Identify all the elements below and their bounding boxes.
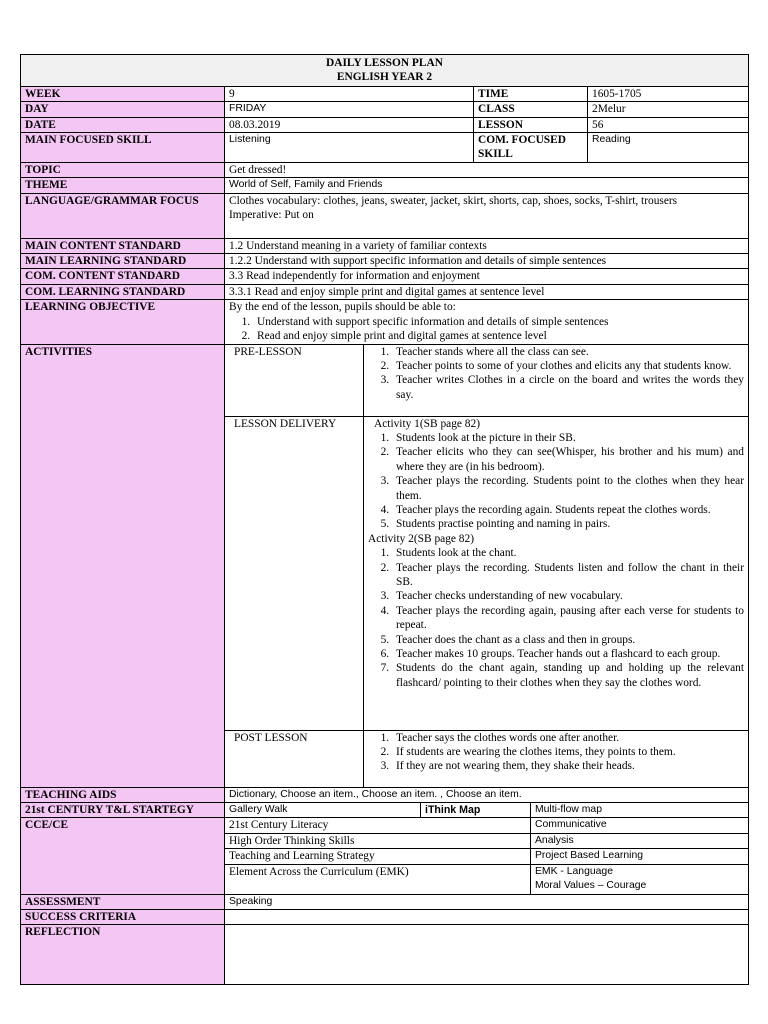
- aids-label: TEACHING AIDS: [21, 787, 225, 802]
- activity-2-step: 4. Teacher plays the recording again, pausing after each verse for students to repeat.: [392, 604, 744, 633]
- pre-lesson-step: 3. Teacher writes Clothes in a circle on the board and writes the words they say.: [392, 373, 744, 402]
- success-label: SUCCESS CRITERIA: [21, 909, 225, 924]
- language-value: [225, 193, 749, 238]
- theme-label: THEME: [21, 178, 225, 193]
- post-lesson-step: 2. If students are wearing the clothes items, they points to them.: [392, 745, 744, 759]
- topic-value: Get dressed!: [225, 162, 749, 177]
- cce-value: Communicative: [531, 818, 749, 833]
- century-strategy: Gallery Walk: [225, 802, 421, 817]
- com-skill-value: Reading: [588, 133, 749, 163]
- pre-lesson-steps: [364, 344, 749, 416]
- date-value: 08.03.2019: [225, 117, 474, 132]
- pre-lesson-step: 2. Teacher points to some of your clothes and elicits any that students know.: [392, 359, 744, 373]
- assessment-label: ASSESSMENT: [21, 894, 225, 909]
- com-content-label: COM. CONTENT STANDARD: [21, 269, 225, 284]
- lesson-delivery-label: LESSON DELIVERY: [225, 416, 364, 730]
- activity-2-title: Activity 2(SB page 82): [368, 532, 474, 545]
- pre-lesson-list: [368, 345, 744, 403]
- objective-list: [229, 315, 744, 344]
- lesson-value: 56: [588, 117, 749, 132]
- activity-1-step: 1. Students look at the picture in their SB.: [392, 431, 744, 445]
- language-imperative: Imperative: Put on: [229, 209, 314, 222]
- reflection-label: REFLECTION: [21, 925, 225, 985]
- activity-2-step: 3. Teacher checks understanding of new vocabulary.: [392, 589, 744, 603]
- activities-label: ACTIVITIES: [21, 344, 225, 787]
- cce-value: Analysis: [531, 833, 749, 848]
- date-label: DATE: [21, 117, 225, 132]
- day-value: FRIDAY: [225, 102, 474, 117]
- post-lesson-steps: [364, 730, 749, 787]
- main-learning-value: 1.2.2 Understand with support specific information and details of simple sentences: [225, 254, 749, 269]
- lesson-label: LESSON: [474, 117, 588, 132]
- com-skill-label: COM. FOCUSED SKILL: [474, 133, 588, 163]
- objective-item: 1. Understand with support specific information and details of simple sentences: [253, 315, 744, 329]
- assessment-value: Speaking: [225, 894, 749, 909]
- com-learning-value: 3.3.1 Read and enjoy simple print and digital games at sentence level: [225, 284, 749, 299]
- activity-1-step: 5. Students practise pointing and naming in pairs.: [392, 517, 744, 531]
- time-value: 1605-1705: [588, 86, 749, 101]
- cce-item: High Order Thinking Skills: [225, 833, 531, 848]
- success-value: [225, 909, 749, 924]
- week-value: 9: [225, 86, 474, 101]
- time-label: TIME: [474, 86, 588, 101]
- title-line-2: ENGLISH YEAR 2: [336, 71, 433, 84]
- cce-label: CCE/CE: [21, 818, 225, 894]
- language-label: LANGUAGE/GRAMMAR FOCUS: [21, 193, 225, 238]
- com-learning-label: COM. LEARNING STANDARD: [21, 284, 225, 299]
- pre-lesson-step: 1. Teacher stands where all the class can see.: [392, 345, 744, 359]
- day-label: DAY: [21, 102, 225, 117]
- language-vocabulary: Clothes vocabulary: clothes, jeans, sweater, jacket, skirt, shorts, cap, shoes, socks, T-shirt, trousers: [229, 194, 678, 207]
- activity-1-step: 3. Teacher plays the recording. Students point to the clothes when they hear them.: [392, 474, 744, 503]
- moral-values: Moral Values – Courage: [535, 879, 647, 891]
- cce-value: [531, 864, 749, 894]
- activity-1-title: Activity 1(SB page 82): [374, 417, 480, 430]
- ithink-label: iThink Map: [421, 802, 531, 817]
- objective-label: LEARNING OBJECTIVE: [21, 300, 225, 344]
- activity-1-step: 4. Teacher plays the recording again. Students repeat the clothes words.: [392, 503, 744, 517]
- class-label: CLASS: [474, 102, 588, 117]
- activity-2-step: 6. Teacher makes 10 groups. Teacher hands out a flashcard to each group.: [392, 647, 744, 661]
- reflection-value: [225, 925, 749, 985]
- post-lesson-list: [368, 731, 744, 774]
- cce-item: Teaching and Learning Strategy: [225, 849, 531, 864]
- main-content-label: MAIN CONTENT STANDARD: [21, 238, 225, 253]
- cce-item: Element Across the Curriculum (EMK): [225, 864, 531, 894]
- plan-title: [21, 55, 749, 87]
- com-content-value: 3.3 Read independently for information and enjoyment: [225, 269, 749, 284]
- objective-value: [225, 300, 749, 344]
- post-lesson-label: POST LESSON: [225, 730, 364, 787]
- main-skill-label: MAIN FOCUSED SKILL: [21, 133, 225, 163]
- activity-1-list: [368, 431, 744, 532]
- activity-1-step: 2. Teacher elicits who they can see(Whisper, his brother and his mum) and where they are (in his bedroom).: [392, 445, 744, 474]
- lesson-delivery-steps: [364, 416, 749, 730]
- objective-intro: By the end of the lesson, pupils should be able to:: [229, 301, 456, 314]
- class-value: 2Melur: [588, 102, 749, 117]
- activity-2-step: 5. Teacher does the chant as a class and then in groups.: [392, 633, 744, 647]
- post-lesson-step: 3. If they are not wearing them, they shake their heads.: [392, 759, 744, 773]
- emk-language: EMK - Language: [535, 865, 613, 877]
- activity-2-step: 7. Students do the chant again, standing up and holding up the relevant flashcard/ pointing to their clothes when they say the clothes word.: [392, 661, 744, 690]
- main-learning-label: MAIN LEARNING STANDARD: [21, 254, 225, 269]
- aids-value: Dictionary, Choose an item., Choose an item. , Choose an item.: [225, 787, 749, 802]
- pre-lesson-label: PRE-LESSON: [225, 344, 364, 416]
- topic-label: TOPIC: [21, 162, 225, 177]
- theme-value: World of Self, Family and Friends: [225, 178, 749, 193]
- main-content-value: 1.2 Understand meaning in a variety of familiar contexts: [225, 238, 749, 253]
- main-skill-value: Listening: [225, 133, 474, 163]
- activity-2-step: 1. Students look at the chant.: [392, 546, 744, 560]
- objective-item: 2. Read and enjoy simple print and digital games at sentence level: [253, 329, 744, 343]
- ithink-value: Multi-flow map: [531, 802, 749, 817]
- title-line-1: DAILY LESSON PLAN: [326, 57, 443, 69]
- week-label: WEEK: [21, 86, 225, 101]
- lesson-plan-table: [20, 54, 749, 985]
- activity-2-step: 2. Teacher plays the recording. Students listen and follow the chant in their SB.: [392, 561, 744, 590]
- cce-item: 21st Century Literacy: [225, 818, 531, 833]
- century-label: 21st CENTURY T&L STARTEGY: [21, 802, 225, 817]
- activity-2-list: [368, 546, 744, 690]
- cce-value: Project Based Learning: [531, 849, 749, 864]
- post-lesson-step: 1. Teacher says the clothes words one after another.: [392, 731, 744, 745]
